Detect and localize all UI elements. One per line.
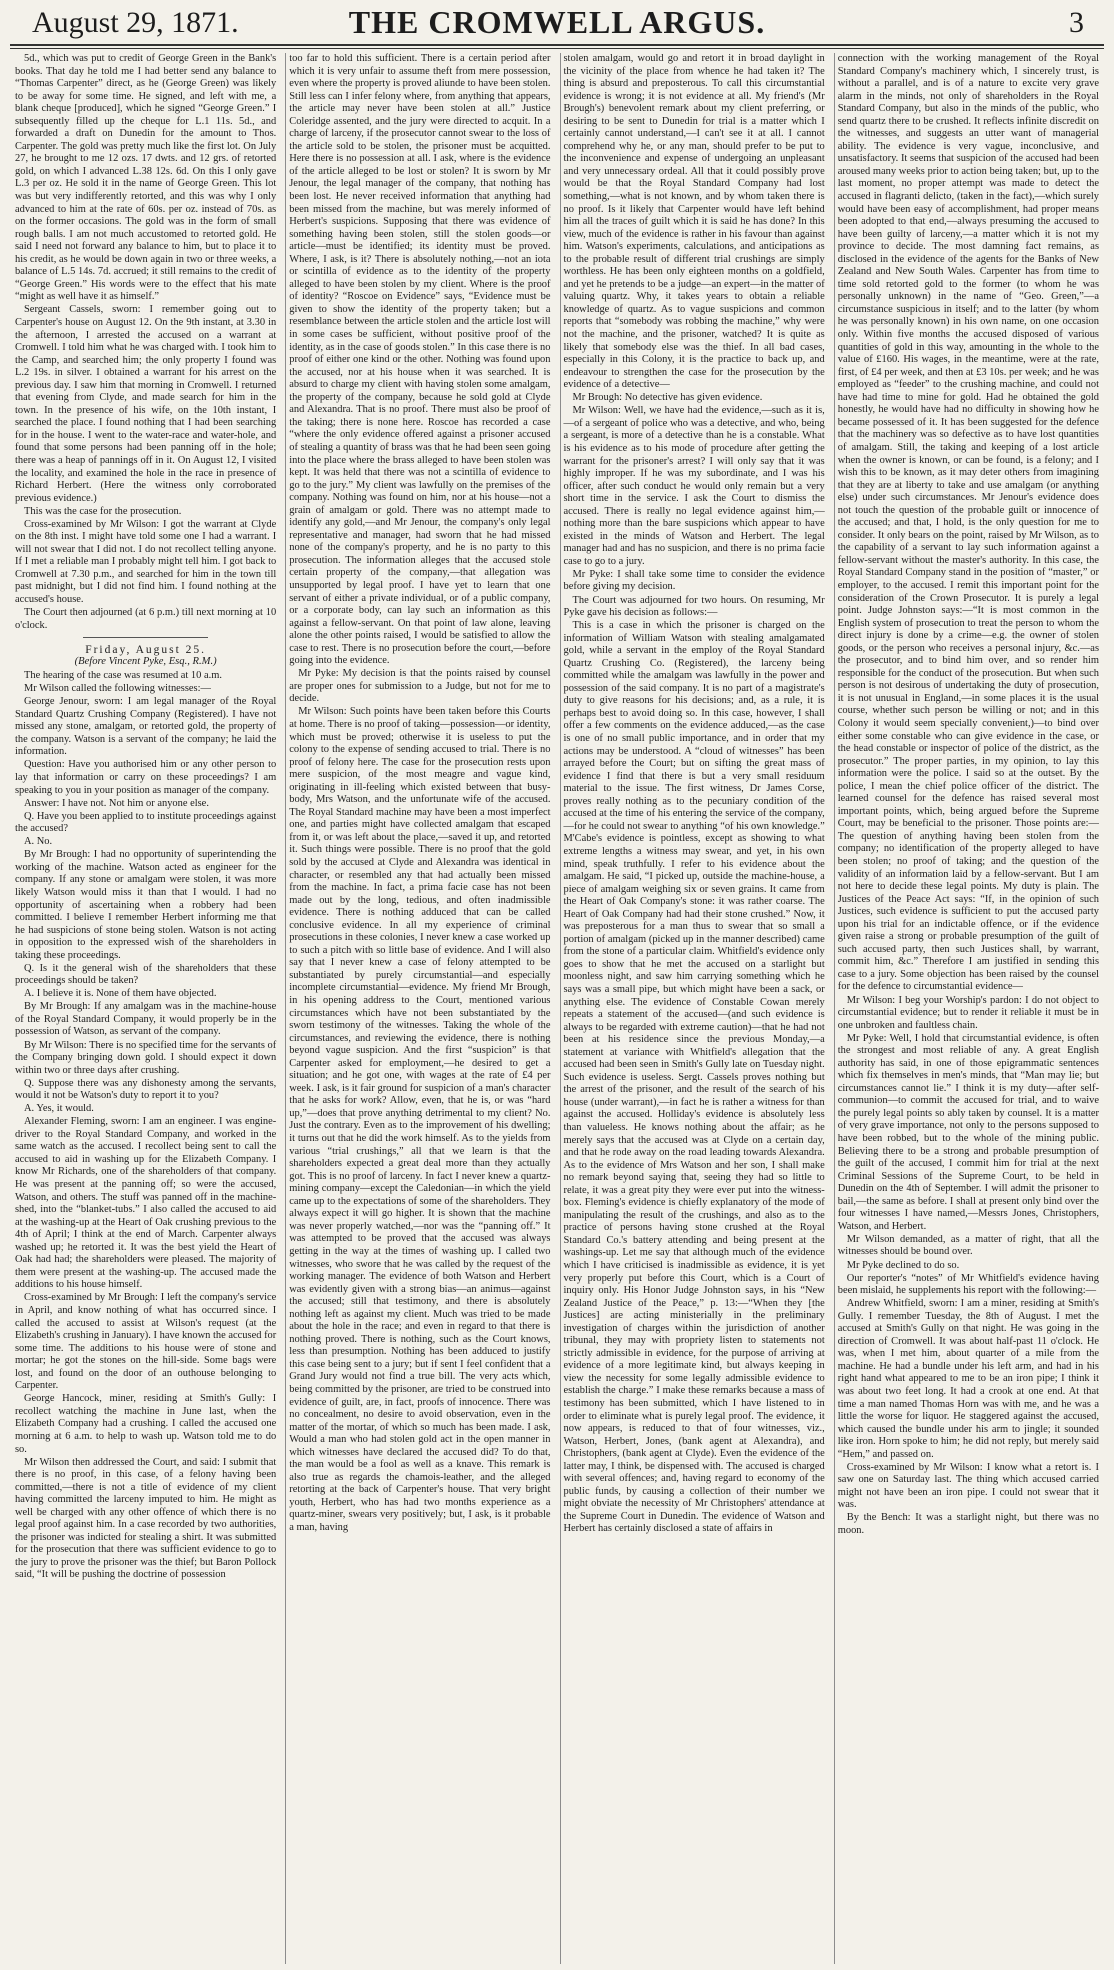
paragraph: Mr Pyke: My decision is that the points raised by counsel are proper ones for submission to a Judge, but not for me to decide. — [289, 668, 551, 705]
column-2 — [285, 53, 553, 1964]
paragraph: By Mr Brough: I had no opportunity of superintending the working of the machine. Watson acted as engineer for the company. If any stone or amalgam were stolen, it was more likely Watson would miss it than that I would. I had no opportunity of ascertaining when a robbery had been committed. I believe I remember Herbert informing me that he had suspicions of stone being stolen. Watson is not acting in opposition to the expressed wish of the shareholders in taking these proceedings. — [15, 849, 277, 961]
paragraph: Cross-examined by Mr Brough: I left the company's service in April, and know nothing of what has occurred since. I called the accused to assist at Wilson's request (at the Elizabeth's crushing in January). I have known the accused for some time. The additions to his house were of stone and mortar; he got the stones on the hill-side. Some bags were lost, and found on the door of an outhouse belonging to Carpenter. — [15, 1292, 277, 1392]
paragraph: By Mr Brough: If any amalgam was in the machine-house of the Royal Standard Company, it would properly be in the possession of Watson, as servant of the company. — [15, 1001, 277, 1038]
column-3-text — [564, 53, 825, 1536]
paragraph: Mr Brough: No detective has given evidence. — [572, 392, 763, 404]
column-2-text — [289, 53, 550, 1535]
paragraph: Q. Is it the general wish of the shareholders that these proceedings should be taken? — [15, 962, 277, 987]
paragraph: 5d., which was put to credit of George Green in the Bank's books. That day he told me I had better send any balance to “Thomas Carpenter” direct, as he (George Green) was likely to be away for some time. He signed, and left with me, a blank cheque [produced], which he signed “George Green.” I subsequently filled up the cheque for L.1 11s. 5d., and forwarded a draft on Dunedin for the amount to Thos. Carpenter. The gold was pretty much like the first lot. On July 27, he brought to me 12 ozs. 17 dwts. and 12 grs. of retorted gold, on which I advanced L.38 12s. 6d. On this I only gave L.3 per oz. He sold it in the name of George Green. This lot was but very indifferently retorted, and this was why I only advanced to him at the rate of 60s. per oz. instead of 70s. as on the former occasions. The gold was in the form of small rough balls. I am not much accustomed to retorted gold. He said I need not forward any balance to him, but to place it to his credit, as he would be down again in two or three weeks, a balance of L.5 14s. 7d. accrued; it still remains to the credit of “George Green.” His words were to the effect that his mate “might as well have it as himself.” — [15, 53, 277, 303]
paragraph: Cross-examined by Mr Wilson: I know what a retort is. I saw one on Saturday last. The thing which accused carried might not have been an iron pipe. I could not swear that it was. — [837, 1461, 1099, 1511]
paragraph: Q. Suppose there was any dishonesty among the servants, would it not be Watson's duty to report it to you? — [15, 1077, 277, 1102]
paragraph: Sergeant Cassels, sworn: I remember going out to Carpenter's house on August 12. On the 9th instant, at 3.30 in the afternoon, I arrested the accused on a warrant at Cromwell. I told him what he was charged with. I took him to the Camp, and searched him; the only property I found was L.2 19s. in silver. I obtained a warrant for his arrest on the previous day. I saw him that morning in Cromwell. I returned that evening from Clyde, and made search for him in the town. In the presence of his wife, on the 10th instant, I searched the place. I found nothing that I had been searching for in the house. I went to the water-race and water-hole, and found that some persons had been panning off in the hole; there was a heap of pannings off in it. On August 12, I visited the locality, and examined the hole in the race in presence of Richard Herbert. (Here the witness only corroborated previous evidence.) — [15, 304, 277, 504]
section-heading: Friday, August 25. — [85, 644, 207, 657]
section-subheading: (Before Vincent Pyke, Esq., R.M.) — [74, 656, 217, 668]
masthead-rule — [10, 44, 1104, 49]
paragraph: The Court was adjourned for two hours. On resuming, Mr Pyke gave his decision as follows:— — [563, 594, 825, 619]
paragraph: The hearing of the case was resumed at 10 a.m. — [24, 670, 222, 682]
masthead — [10, 0, 1104, 46]
paragraph: Mr Wilson demanded, as a matter of right, that all the witnesses should be bound over. — [837, 1233, 1099, 1258]
paragraph: The Court then adjourned (at 6 p.m.) till next morning at 10 o'clock. — [15, 607, 277, 631]
paragraph: stolen amalgam, would go and retort it in broad daylight in the vicinity of the place from whence he had taken it? The thing is absurd and preposterous. To call this circumstantial evidence is wrong; it is not evidence at all. My friend's (Mr Brough's) benevolent remark about my client preferring, or desiring to be sent to Dunedin for trial is a matter which I certainly cannot understand,—I can't see it at all. I cannot comprehend why he, or any man, should prefer to be put to the inconvenience and expense of undergoing an unpleasant and very unnecessary ordeal. All that it could possibly prove would be that the Royal Standard Company had lost something,—what is not known, and by whom taken there is no proof. Is it likely that Carpenter would have left behind him all the traces of guilt which it is said he has done? In this view, much of the evidence is rather in his favour than against him. Watson's experiments, calculations, and anticipations as to the probable result of different trial crushings are simply worthless. He has been only eighteen months on a goldfield, and yet he pretends to be a judge—an expert—in the matter of valuing quartz. Why, it takes years to obtain a reliable knowledge of quartz. As to vague suspicions and common reports that “somebody was robbing the machine,” why were not the machine, and the prisoner, watched? It is quite as likely that somebody else was the thief. In all bad cases, especially in this Colony, it is the practice to back up, and endeavour to strengthen the case for the prosecution by the evidence of a detective— — [563, 53, 825, 391]
paragraph: Mr Pyke declined to do so. — [846, 1259, 960, 1271]
paragraph: Cross-examined by Mr Wilson: I got the warrant at Clyde on the 8th inst. I might have told some one I had a warrant. I will not swear that I did not. I do not recollect telling anyone. If I met a reliable man I probably might tell him. I got back to Cromwell at 7.30 p.m., and searched for him in the town till past midnight, but I did not find him. I found nothing at the accused's house. — [15, 518, 277, 606]
paragraph: Mr Wilson: Well, we have had the evidence,—such as it is,—of a sergeant of police who was a detective, and who, being a sergeant, is more of a detective than he is a constable. What is his evidence as to his mode of procedure after getting the warrant for the prisoner's arrest? I will only say that it was highly improper. If he was my subordinate, and I was his officer, after such conduct he would only remain but a very short time in the service. I ask the Court to dismiss the accused. There is really no legal evidence against him,—nothing more than the bare suspicions which appear to have existed in the minds of Watson and Herbert. The legal manager had and has no suspicion, and there is no prima facie case to go to a jury. — [563, 405, 825, 567]
paragraph: Q. Have you been applied to to institute proceedings against the accused? — [15, 810, 277, 835]
column-1-text-before — [15, 53, 276, 632]
paragraph: Question: Have you authorised him or any other person to lay that information or carry on these proceedings? I am speaking to you in your position as manager of the company. — [15, 759, 277, 796]
paragraph: too far to hold this sufficient. There is a certain period after which it is very unfair to assume theft from mere possession, even where the property is proved aliunde to have been stolen. Still less can I infer felony where, from anything that appears, the article may never have been stolen at all.” Justice Coleridge assented, and the jury were directed to acquit. In a charge of larceny, if the prosecutor cannot swear to the loss of the article sold to be stolen, the prisoner must be acquitted. Here there is no possession at all. I ask, where is the evidence of the article alleged to be lost or stolen? It is sworn by Mr Jenour, the legal manager of the company, that nothing has been lost. He never received information that anything had been missed from the machine, but was merely informed of Herbert's suspicions. Supposing that there was evidence of something having been stolen, still the stolen goods—or article—must be identified; its identity must be proved. Where, I ask, is it? There is absolutely nothing,—not an iota or scintilla of evidence as to the identity of the property alleged to have been stolen by my client. Where is the proof of identity? “Roscoe on Evidence” says, “Evidence must be given to show the identity of the property taken; but a resemblance between the article stolen and the article lost will in some cases be sufficient, without positive proof of the identity, as in the case of goods stolen.” In this case there is no proof of either one kind or the other. Nothing was found upon the accused, nor at his house when it was searched. It is absurd to charge my client with having stolen some amalgam, the property of the company, because he sold gold at Clyde and Alexandra. That is no proof. There must also be proof of the taking; there is none here. Roscoe has recorded a case “where the only evidence offered against a prisoner accused of stealing a quantity of brass was that he had been seen going into the place where the brass alleged to have been stolen was kept. It was held that there was not a scintilla of evidence to go to the jury.” My client was lawfully on the premises of the company. Nothing was found on him, nor at his house—not a grain of amalgam or gold. There was no attempt made to identify any gold,—and Mr Jenour, the company's only legal representative and manager, had sworn that he had missed none of the company's property, and he is no party to this prosecution. The information alleges that the accused stole certain property of the company,—that allegation was unsupported by legal proof. I have yet to learn that one servant of either a private individual, or of a public company, or a corporate body, can lay such an information as this against a fellow-servant. On that point of law alone, leaving alone the other points raised, I would be satisfied to allow the case to rest. There is no prosecution before the court,—before going into the evidence. — [289, 53, 551, 667]
paragraph: Mr Wilson: Such points have been taken before this Courts at home. There is no proof of taking—possession—or identity, which must be proved; otherwise it is useless to put the colony to the expense of sending accused to trial. There is no proof of felony here. The case for the prosecution rests upon mere suspicion, of the most meagre and vague kind, originating in ill-feeling which existed between that busy-body, Mrs Watson, and the unfortunate wife of the accused. The Royal Standard machine may have been a most imperfect one, and parties might have collected amalgam that escaped from it, or was left about the place,—saved it up, and retorted it. Such things were possible. There is no proof that the gold sold by the accused at Clyde and Alexandra was identical in character, or resembled any that had actually been missed from the machine. In fact, a prima facie case has not been made out by the long, tedious, and often inadmissible evidence. There is nothing adduced that can be called conclusive evidence. In all my experience of criminal prosecutions in these colonies, I never knew a case worked up to such a pitch with so little base of evidence. And I will also say that I never knew a case of felony attempted to be substantiated by purely circumstantial—and especially incomplete circumstantial—evidence. My friend Mr Brough, in his opening address to the Court, mentioned various circumstances which have not been substantiated by the sworn testimony of the witnesses. Taking the whole of the circumstances, and reviewing the evidence, there is nothing beyond vague suspicion. And the first “suspicion” is that Carpenter asked for employment,—he desired to get a situation; and he got one, with wages at the rate of £4 per week. I ask, is it fair ground for suspicion of a man's character that he asks for work? Allow, even, that he is, or was “hard up,”—does that prove anything detrimental to my client? No. Just the contrary. Even as to the improvement of his dwelling; it turns out that he did the work himself. As to the yields from various “trial crushings,” all that we learn is that the shareholders expected a great deal more than they actually got. This is no proof of larceny. In fact I never knew a quartz-mining company—except the Caledonian—in which the yield came up to the expectations of some of the shareholders. They always expect it will go higher. It is shown that the machine was never properly watched,—nor was the “panning off.” It was attempted to be proved that the accused was always getting in the way at the times of washing up. I called two witnesses, who swore that he was called by the request of the working manager. The evidence of both Watson and Herbert was evidently given with a strong bias—an animus—against the accused; still that testimony, and there is absolutely nothing left as against my client. Much was tried to be made about the hole in the race; and even in regard to that there is nothing proved. There is nothing, such as the Court knows, less than presumption. Nothing has been adduced to justify this case being sent to a jury; but if sent I feel confident that a Grand Jury would not find a true bill. The very acts which, being committed by the prisoner, are tried to be construed into evidence of guilt, are, in fact, proofs of innocence. There was no concealment, no desire to avoid observation, even in the matter of the mortar, of which so much has been made. I ask, Would a man who had stolen gold act in the open manner in which witnesses have declared the accused did? To do that, the man would be a fool as well as a knave. This remark is also true as regards the chamois-leather, and the alleged retorting at the back of Carpenter's house. That very bright youth, Herbert, who has had two months experience as a quartz-miner, swears very positively; but, I ask, is it probable a man, having — [289, 706, 551, 1533]
paragraph: A. No. — [24, 836, 53, 848]
paragraph: George Jenour, sworn: I am legal manager of the Royal Standard Quartz Crushing Company (Registered). I have not missed any stone, amalgam, or retorted gold, the property of the company. Watson is a servant of the company; he laid the information. — [15, 696, 277, 758]
paragraph: A. Yes, it would. — [24, 1103, 94, 1115]
paragraph: Mr Pyke: Well, I hold that circumstantial evidence, is often the strongest and most reliable of any. A great English authority has said, in one of those epigrammatic sentences which fix themselves in men's minds, that “Man may lie; but circumstances cannot lie.” I think it is my duty—after self-communion—to commit the accused for trial, and to waive the purely legal points so ably taken by counsel. It is a matter of very grave importance, not only to the persons supposed to have been robbed, but to the whole of the mining public. Believing there to be a strong and probable presumption of the guilt of the accused, I commit him for trial at the next Criminal Sessions of the Supreme Court, to be held in Dunedin on the 4th of September. I will admit the prisoner to bail,—the same as before. I shall at present only bind over the four witnesses I have named,—Messrs Jones, Christophers, Watson, and Herbert. — [837, 1032, 1099, 1232]
issue-date: August 29, 1871. — [32, 6, 239, 39]
paragraph: Answer: I have not. Not him or anyone else. — [24, 797, 209, 809]
paragraph: Alexander Fleming, sworn: I am an engineer. I was engine-driver to the Royal Standard Company, and worked in the same watch as the accused. I recollect being sent to call the accused to aid in washing up for the Elizabeth Company. I know Mr Richards, one of the shareholders of that company. He was present at the panning off; so were the accused, Watson, and others. The stuff was panned off in the machine-shed, into the “blanket-tubs.” I also called the accused to aid at the washing-up at the Heart of Oak crushing previous to the 4th of April; I think at the end of March. Carpenter always washed up; he retorted it. It was the best yield the Heart of Oak had had; the shareholders were pleased. The majority of them were present at the washing-up. The accused made the additions to his house himself. — [15, 1116, 277, 1291]
columns — [12, 53, 1102, 1964]
column-4 — [834, 53, 1102, 1964]
page-number: 3 — [1069, 6, 1084, 39]
paragraph: This was the case for the prosecution. — [24, 505, 182, 517]
paragraph: Mr Wilson: I beg your Worship's pardon: I do not object to circumstantial evidence; but to render it reliable it must be in one unbroken and faultless chain. — [837, 994, 1099, 1031]
paragraph: Mr Pyke: I shall take some time to consider the evidence before giving my decision. — [563, 568, 825, 593]
paragraph: Andrew Whitfield, sworn: I am a miner, residing at Smith's Gully. I remember Tuesday, the 8th of August. I met the accused at Smith's Gully on that night. He was going in the direction of Cromwell. It was about half-past 11 o'clock. He was, when I met him, about quarter of a mile from the machine. He had a bundle under his left arm, and had in his right hand what appeared to me to be an iron pipe; I think it was about two feet long. It had a crook at one end. At that time a man named Thomas Horn was with me, and he was a little the worse for liquor. He staggered against the accused, which caused the bundle under his arm to jingle; it sounded like iron. Horn spoke to him; he did not reply, but merely said “Hem,” and passed on. — [837, 1298, 1099, 1460]
paragraph: This is a case in which the prisoner is charged on the information of William Watson with stealing amalgamated gold, while a servant in the employ of the Royal Standard Quartz Crushing Co. (Registered), the larceny being committed while the amalgam was lawfully in the power and possession of the said company. It is no part of a magistrate's duty to give reasons for his decisions; and, as a rule, it is perhaps best to avoid doing so. In this case, however, I shall offer a few comments on the evidence adduced,—as the case is one of no small public importance, and in order that my actions may be understood. A “cloud of witnesses” has been arrayed before the Court; but on sifting the great mass of evidence I find that there is but a very small residuum material to the issue. The first witness, Dr James Corse, proves really nothing as to the pecuniary condition of the accused at the time of his entering the service of the company,—for he could not swear to anything “of his own knowledge.” M'Cabe's evidence is pointless, except as showing to what extreme lengths a witness may swear, and yet, in his own mind, speak truthfully. I refer to his evidence about the amalgam. He said, “I picked up, outside the machine-house, a piece of amalgam weighing six or seven grains. It came from the Heart of Oak Company's stone: it was rather coarse. The Heart of Oak Company had had their stone crushed.” Now, it was preposterous for a man thus to swear that so small a portion of amalgam (picked up in the manner described) came from the stone of a particular claim. Whitfield's evidence only goes to show that he met the accused on a starlight but moonless night, and saw him carrying something which he says was a small pipe, but which might have been a sack, or anything else. The evidence of Constable Cowan merely repeats a statement of the accused—(and such evidence is always to be regarded with extreme caution)—that he had not been at his residence since the previous Monday,—a statement at variance with Whitfield's allegation that the accused had been seen in Smith's Gully late on Tuesday night. Such evidence is useless. Sergt. Cassels proves nothing but the arrest of the prisoner, and the result of the search of his house (under warrant),—in fact he is rather a witness for than against the accused. Holliday's evidence is absolutely less than valueless. He knows nothing about the affair; as he merely says that the accused was at Clyde on a certain day, and that he rode away on the road leading towards Alexandra. As to the evidence of Mrs Watson and her son, I shall make no remark beyond saying that, seeing they had so little to relate, it was a great pity they were ever put into the witness-box. Fleming's evidence is chiefly explanatory of the mode of manipulating the result of the crushings, and also as to the practice of persons having stone crushed at the Royal Standard Co.'s battery attending and being present at the washings-up. Let me say that although much of the evidence which I have criticised is inadmissible as evidence, it is yet very properly put before this Court, which is a Court of inquiry only. His Honor Judge Johnston says, in his “New Zealand Justice of the Peace,” p. 13:—“When they [the Justices] are acting ministerially in the preliminary investigation of charges within the jurisdiction of another tribunal, they may with propriety listen to statements not strictly admissible in evidence, for the purpose of arriving at evidence of a more legitimate kind, but always keeping in view the necessity for some legally admissible evidence to establish the charge.” I make these remarks because a mass of testimony has been submitted, which I have listened to in order to eliminate what is purely legal proof. The evidence, it now appears, is reduced to that of four witnesses, viz., Watson, Herbert, Jones, (bank agent at Alexandra), and Christophers, (bank agent at Clyde). Even the evidence of the latter may, I think, be dispensed with. The accused is charged with several offences; and, having regard to economy of the public funds, by causing a collection of their number we might obviate the necessity of Mr Christophers' attendance at the Supreme Court in Dunedin. The evidence of Watson and Herbert has certainly disclosed a state of affairs in — [563, 620, 825, 1535]
paragraph: A. I believe it is. None of them have objected. — [24, 988, 217, 1000]
paragraph: George Hancock, miner, residing at Smith's Gully: I recollect watching the machine in June last, when the Elizabeth Company had a crushing. I called the accused one morning at 6 a.m. to help to wash up. Watson told me to do so. — [15, 1393, 277, 1455]
column-1 — [12, 53, 279, 1964]
paragraph: Mr Wilson called the following witnesses:— — [24, 683, 211, 695]
paragraph: Mr Wilson then addressed the Court, and said: I submit that there is no proof, in this case, of a felony having been committed,—there is not a title of evidence of my client having committed the larceny imputed to him. He might as well be charged with any other offence of which there is no legal proof against him. In a case recorded by two authorities, the prisoner was indicted for stealing a shirt. It was submitted for the prosecution that there was sufficient evidence to go to the jury to prove the prisoner was the thief; but Baron Pollock said, “It will be pushing the doctrine of possession — [15, 1456, 277, 1581]
paragraph: Our reporter's “notes” of Mr Whitfield's evidence having been mislaid, he supplements his report with the following:— — [837, 1272, 1099, 1297]
section-divider — [83, 637, 208, 638]
paragraph: By the Bench: It was a starlight night, but there was no moon. — [837, 1512, 1099, 1536]
paragraph: By Mr Wilson: There is no specified time for the servants of the Company bringing down gold. I should expect it down within two or three days after crushing. — [15, 1039, 277, 1076]
column-3 — [560, 53, 828, 1964]
newspaper-title: THE CROMWELL ARGUS. — [348, 4, 766, 40]
column-1-text-after — [15, 670, 276, 1582]
paragraph: connection with the working management of the Royal Standard Company's machinery which, I sincerely trust, is without a parallel, and is of a nature to excite very grave alarm in the minds, not only of shareholders in the Royal Standard Company, but also in the minds of the public, who send quartz there to be crushed. It reflects infinite discredit on the witnesses, and suggests an utter want of managerial ability. The evidence is very vague, inconclusive, and unsatisfactory. It seems that suspicion of the accused had been aroused many weeks prior to action being taken; but, up to the last moment, no proper attempt was made to detect the accused in flagranti delicto, (taken in the fact),—which surely would have been easy of accomplishment, had proper means been adopted to that end,—always presuming the accused to have been guilty of larceny,—a matter which it is not my province to decide. The most damning fact remains, as disclosed in the evidence of the agents for the Banks of New Zealand and New South Wales. Carpenter has from time to time sold retorted gold to the former (to whom he was personally unknown) in the name of “Geo. Green,”—a circumstance suspicious in itself; and to the latter (by whom he was personally known) in his own name, on one occasion only. Within five months the accused disposed of various quantities of gold in this way, amounting in the whole to the value of £160. His wages, in the meantime, were at the rate, first, of £4 per week, and then at £3 10s. per week; and he was employed as “feeder” to the crushing machine, and could not have had time to mine for gold. Had he obtained the gold honestly, he would have had no difficulty in showing how he became possessed of it. It has been suggested for the defence that the machinery was so defective as to have lost quantities of amalgam. Still, the taking and keeping of a lost article when the owner is known, or can be found, is a felony; and I wish this to be known, as it may deter others from imagining that they are at liberty to take and use amalgam (or anything else) under such circumstances. Mr Jenour's evidence does not touch the question of the probable guilt or innocence of the accused; and that, I hold, is the only question for me to consider. It only bears on the point, raised by Mr Wilson, as to the capability of a servant to lay such information against a fellow-servant without the master's authority. In this case, the Royal Standard Company stand in the position of “master,” or employer, to the accused. I remit this important point for the consideration of the Crown Prosecutor. It is purely a legal point. Judge Johnston says:—“It is most common in the English system of prosecution to treat the person to whom the direct injury is done by a crime—e.g. the owner of stolen goods, or the person who receives a personal injury, &c.—as the prosecutor, and to bind him over, and so render him responsible for the conduct of the prosecution. But when such person is not desirous of undertaking the duty of prosecution, it is not unusual in England,—in some places it is the usual course, whether such person be willing or not; and in this Colony it would seem specially convenient,)—to bind over either some constable who can give evidence in the case, or the head constable or inspector of police of the district, as the prosecutor.” The proper parties, in my opinion, to lay this information were the police. I said so at the outset. By the police, I mean the chief police officer of the district. The learned counsel for the defence has raised several most important points, which, being argued before the Supreme Court, may be beneficial to the prisoner. Those points are:—The question of anything having been stolen from the company; no identification of the property alleged to have been stolen; no proof of taking; and the question of the validity of an information laid by a fellow-servant. But I am not here to decide these legal points. My duty is plain. The Justices of the Peace Act says: “If, in the opinion of such Justices, such evidence is sufficient to put the accused party upon his trial for an indictable offence, or if the evidence given raise a strong or probable presumption of the guilt of such accused party, then such Justices shall, by warrant, commit him, &c.” Therefore I am justified in sending this case to a jury. Some objection has been raised by the counsel for the defence to circumstantial evidence— — [837, 53, 1099, 993]
column-4-text — [838, 53, 1099, 1538]
